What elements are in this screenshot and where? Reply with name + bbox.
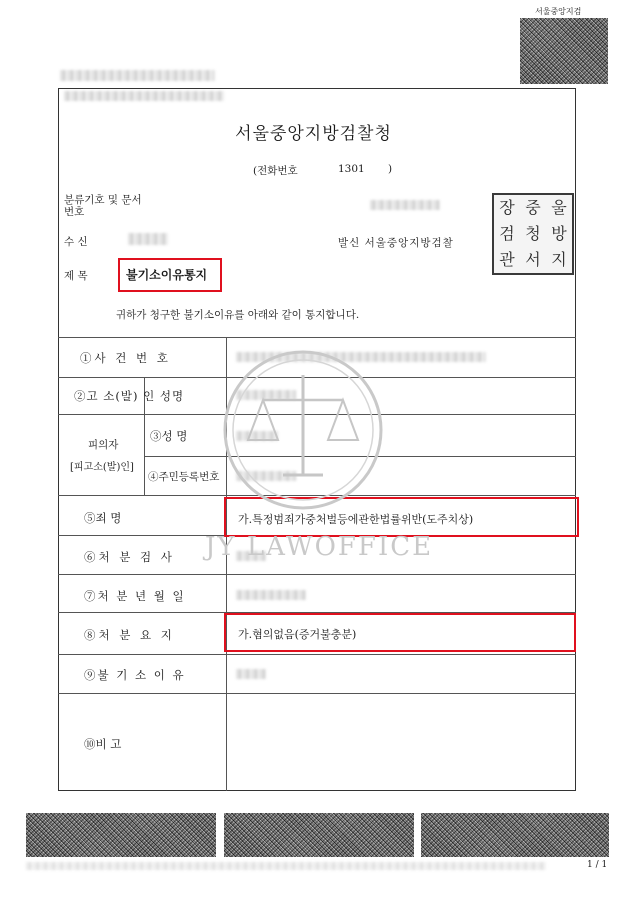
redacted-header-1 — [60, 70, 215, 81]
phone-label: (전화번호 — [253, 165, 298, 177]
doc-number-label: 분류기호 및 문서번호 — [64, 194, 142, 218]
disposition-value: 가.혐의없음(증거불충분) — [238, 628, 357, 641]
table-line — [58, 693, 576, 694]
charge-value: 가.특정범죄가중처벌등에관한법률위반(도주치상) — [238, 513, 474, 526]
disposition-label: ⑧처 분 요 지 — [84, 628, 175, 642]
sender-label: 발신 서울중앙지방검찰 — [338, 237, 454, 249]
intro-text: 귀하가 청구한 불기소이유를 아래와 같이 통지합니다. — [116, 309, 360, 321]
resident-no-label: ④주민등록번호 — [148, 471, 220, 483]
charge-label: ⑤죄 명 — [84, 511, 122, 525]
redacted-reason — [236, 669, 266, 679]
watermark-text: JY LAWOFFICE — [205, 532, 434, 562]
footer-code-1 — [26, 813, 216, 857]
table-line — [58, 654, 576, 655]
stamp-label: 서울중앙지검 — [535, 7, 582, 16]
redacted-footer — [26, 862, 546, 870]
remarks-label: ⑩비 고 — [84, 737, 122, 751]
justice-scale-watermark-icon — [218, 345, 388, 515]
footer-code-3 — [421, 813, 609, 857]
case-no-label: ①사 건 번 호 — [80, 351, 171, 365]
page-title: 서울중앙지방검찰청 — [235, 124, 392, 144]
reason-label: ⑨불 기 소 이 유 — [84, 668, 186, 682]
name-label: ③성 명 — [150, 429, 188, 443]
page-indicator: 1 / 1 — [587, 860, 608, 870]
redacted-date-value — [236, 590, 306, 600]
phone-number: 1301 — [338, 163, 365, 175]
recipient-label: 수 신 — [64, 236, 88, 248]
subject-value: 불기소이유통지 — [126, 268, 208, 282]
footer-code-2 — [224, 813, 414, 857]
suspect-label-2: [피고소(발)인] — [70, 462, 134, 473]
official-seal-image: 장 중 울 검 청 방 관 서 지 — [492, 193, 574, 275]
complainant-label: ②고 소(발) 인 성명 — [74, 389, 185, 403]
suspect-label: 피의자 — [88, 439, 119, 451]
table-line — [58, 574, 576, 575]
subject-label: 제 목 — [64, 270, 88, 282]
phone-close: ) — [388, 163, 393, 175]
qr-stamp-image — [520, 18, 608, 84]
prosecutor-label: ⑥처 분 검 사 — [84, 550, 175, 564]
redacted-recipient — [128, 233, 168, 245]
redacted-date — [370, 200, 440, 210]
date-label: ⑦처 분 년 월 일 — [84, 589, 186, 603]
table-line — [58, 337, 576, 338]
